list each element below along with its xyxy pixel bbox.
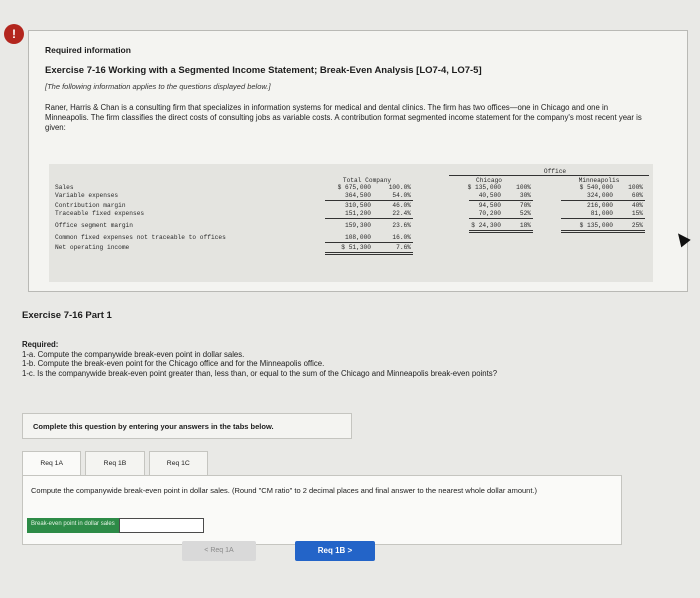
break-even-input[interactable]	[119, 518, 204, 533]
required-item-1a: 1-a. Compute the companywide break-even point in dollar sales.	[22, 349, 245, 359]
tab-bar	[22, 451, 212, 475]
required-heading: Required:	[22, 340, 59, 349]
tab-panel	[22, 475, 622, 545]
header-minneapolis: Minneapolis	[578, 177, 620, 184]
header-total: Total Company	[342, 177, 392, 184]
required-information-box	[28, 30, 688, 292]
tab-req-1b[interactable]: Req 1B	[85, 451, 144, 475]
info-icon: !	[4, 24, 24, 44]
tab-req-1a[interactable]: Req 1A	[22, 451, 81, 475]
part-title: Exercise 7-16 Part 1	[22, 310, 112, 321]
complete-instruction: Complete this question by entering your answers in the tabs below.	[22, 413, 352, 439]
panel-instruction: Compute the companywide break-even point in dollar sales. (Round "CM ratio" to 2 decimal places and final answer to the nearest whole dollar amount.)	[31, 486, 538, 495]
required-info-label: Required information	[45, 45, 131, 55]
problem-description: Raner, Harris & Chan is a consulting firm that specializes in information systems for medical and dental clinics. The firm has two offices—one in Chicago and one in Minneapolis. The firm classifies the direct costs of consulting jobs as variable costs. A contribution format segmented income statement for the company's most recent year is given:	[45, 103, 642, 132]
header-chicago: Chicago	[476, 177, 502, 184]
answer-row	[27, 518, 204, 533]
tab-req-1c[interactable]: Req 1C	[149, 451, 208, 475]
break-even-label: Break-even point in dollar sales	[27, 518, 119, 533]
prev-req-button[interactable]: < Req 1A	[182, 541, 256, 561]
next-req-button[interactable]: Req 1B >	[295, 541, 375, 561]
required-item-1b: 1-b. Compute the break-even point for the Chicago office and for the Minneapolis office.	[22, 359, 325, 368]
required-section	[22, 340, 622, 378]
office-header: Office	[543, 168, 567, 175]
segmented-income-statement: Office Total Company Chicago Minneapolis Sales $ 675,000 100.0% $ 135,000 100% $ 540,000 100% Variable expenses 364,500 54.0% 40,500 30% 324,000 60% Contribution margin 310,500 46.0% 94,500 70% 216,000 40% Traceable fixed expenses 151,200 22.4% 70,200 52% 81,000 15% Office segment margin 159,300 23.6% $ 24,300 18% $ 135,000 25% Common fixed expenses not traceable to offices 108,000 16.0% Net operating income $ 51,300 7.6%	[49, 164, 653, 282]
applies-note: [The following information applies to the questions displayed below.]	[45, 82, 271, 91]
required-item-1c: 1-c. Is the companywide break-even point greater than, less than, or equal to the sum of the Chicago and Minneapolis break-even points?	[22, 368, 498, 378]
exercise-title: Exercise 7-16 Working with a Segmented Income Statement; Break-Even Analysis [LO7-4, LO7-5]	[45, 65, 482, 76]
